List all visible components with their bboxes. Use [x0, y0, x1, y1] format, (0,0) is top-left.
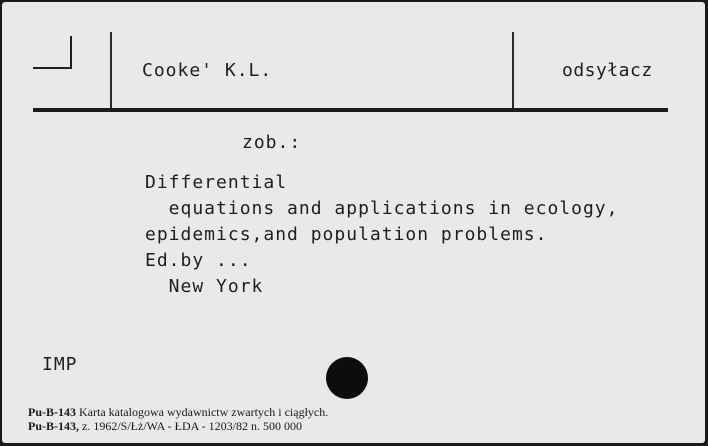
title-line: Differential — [145, 172, 288, 193]
right-column-divider — [512, 32, 514, 110]
footer-code: Pu-B-143 — [28, 405, 76, 419]
footer-code: Pu-B-143, — [28, 419, 79, 433]
footer-text: Karta katalogowa wydawnictw zwartych i ciągłych. — [76, 405, 329, 419]
reference-label: odsyłacz — [562, 60, 653, 81]
collection-mark: IMP — [42, 354, 78, 375]
footer-line — [28, 419, 328, 433]
title-entry — [145, 170, 618, 300]
header-rule — [33, 108, 668, 112]
left-column-divider — [110, 32, 112, 110]
corner-mark-vertical — [70, 36, 72, 69]
see-reference-label: zob.: — [242, 132, 302, 153]
place-line: New York — [145, 276, 264, 297]
author-heading: Cooke' K.L. — [142, 60, 273, 81]
corner-mark — [33, 67, 72, 69]
punch-hole — [326, 357, 368, 399]
footer-line — [28, 405, 328, 419]
title-line: epidemics,and population problems. — [145, 224, 548, 245]
title-line: equations and applications in ecology, — [145, 198, 619, 219]
printer-footer — [28, 405, 328, 433]
catalog-card — [2, 2, 705, 443]
editor-line: Ed.by ... — [145, 250, 252, 271]
footer-text: z. 1962/S/Łż/WA - ŁDA - 1203/82 n. 500 000 — [79, 419, 302, 433]
